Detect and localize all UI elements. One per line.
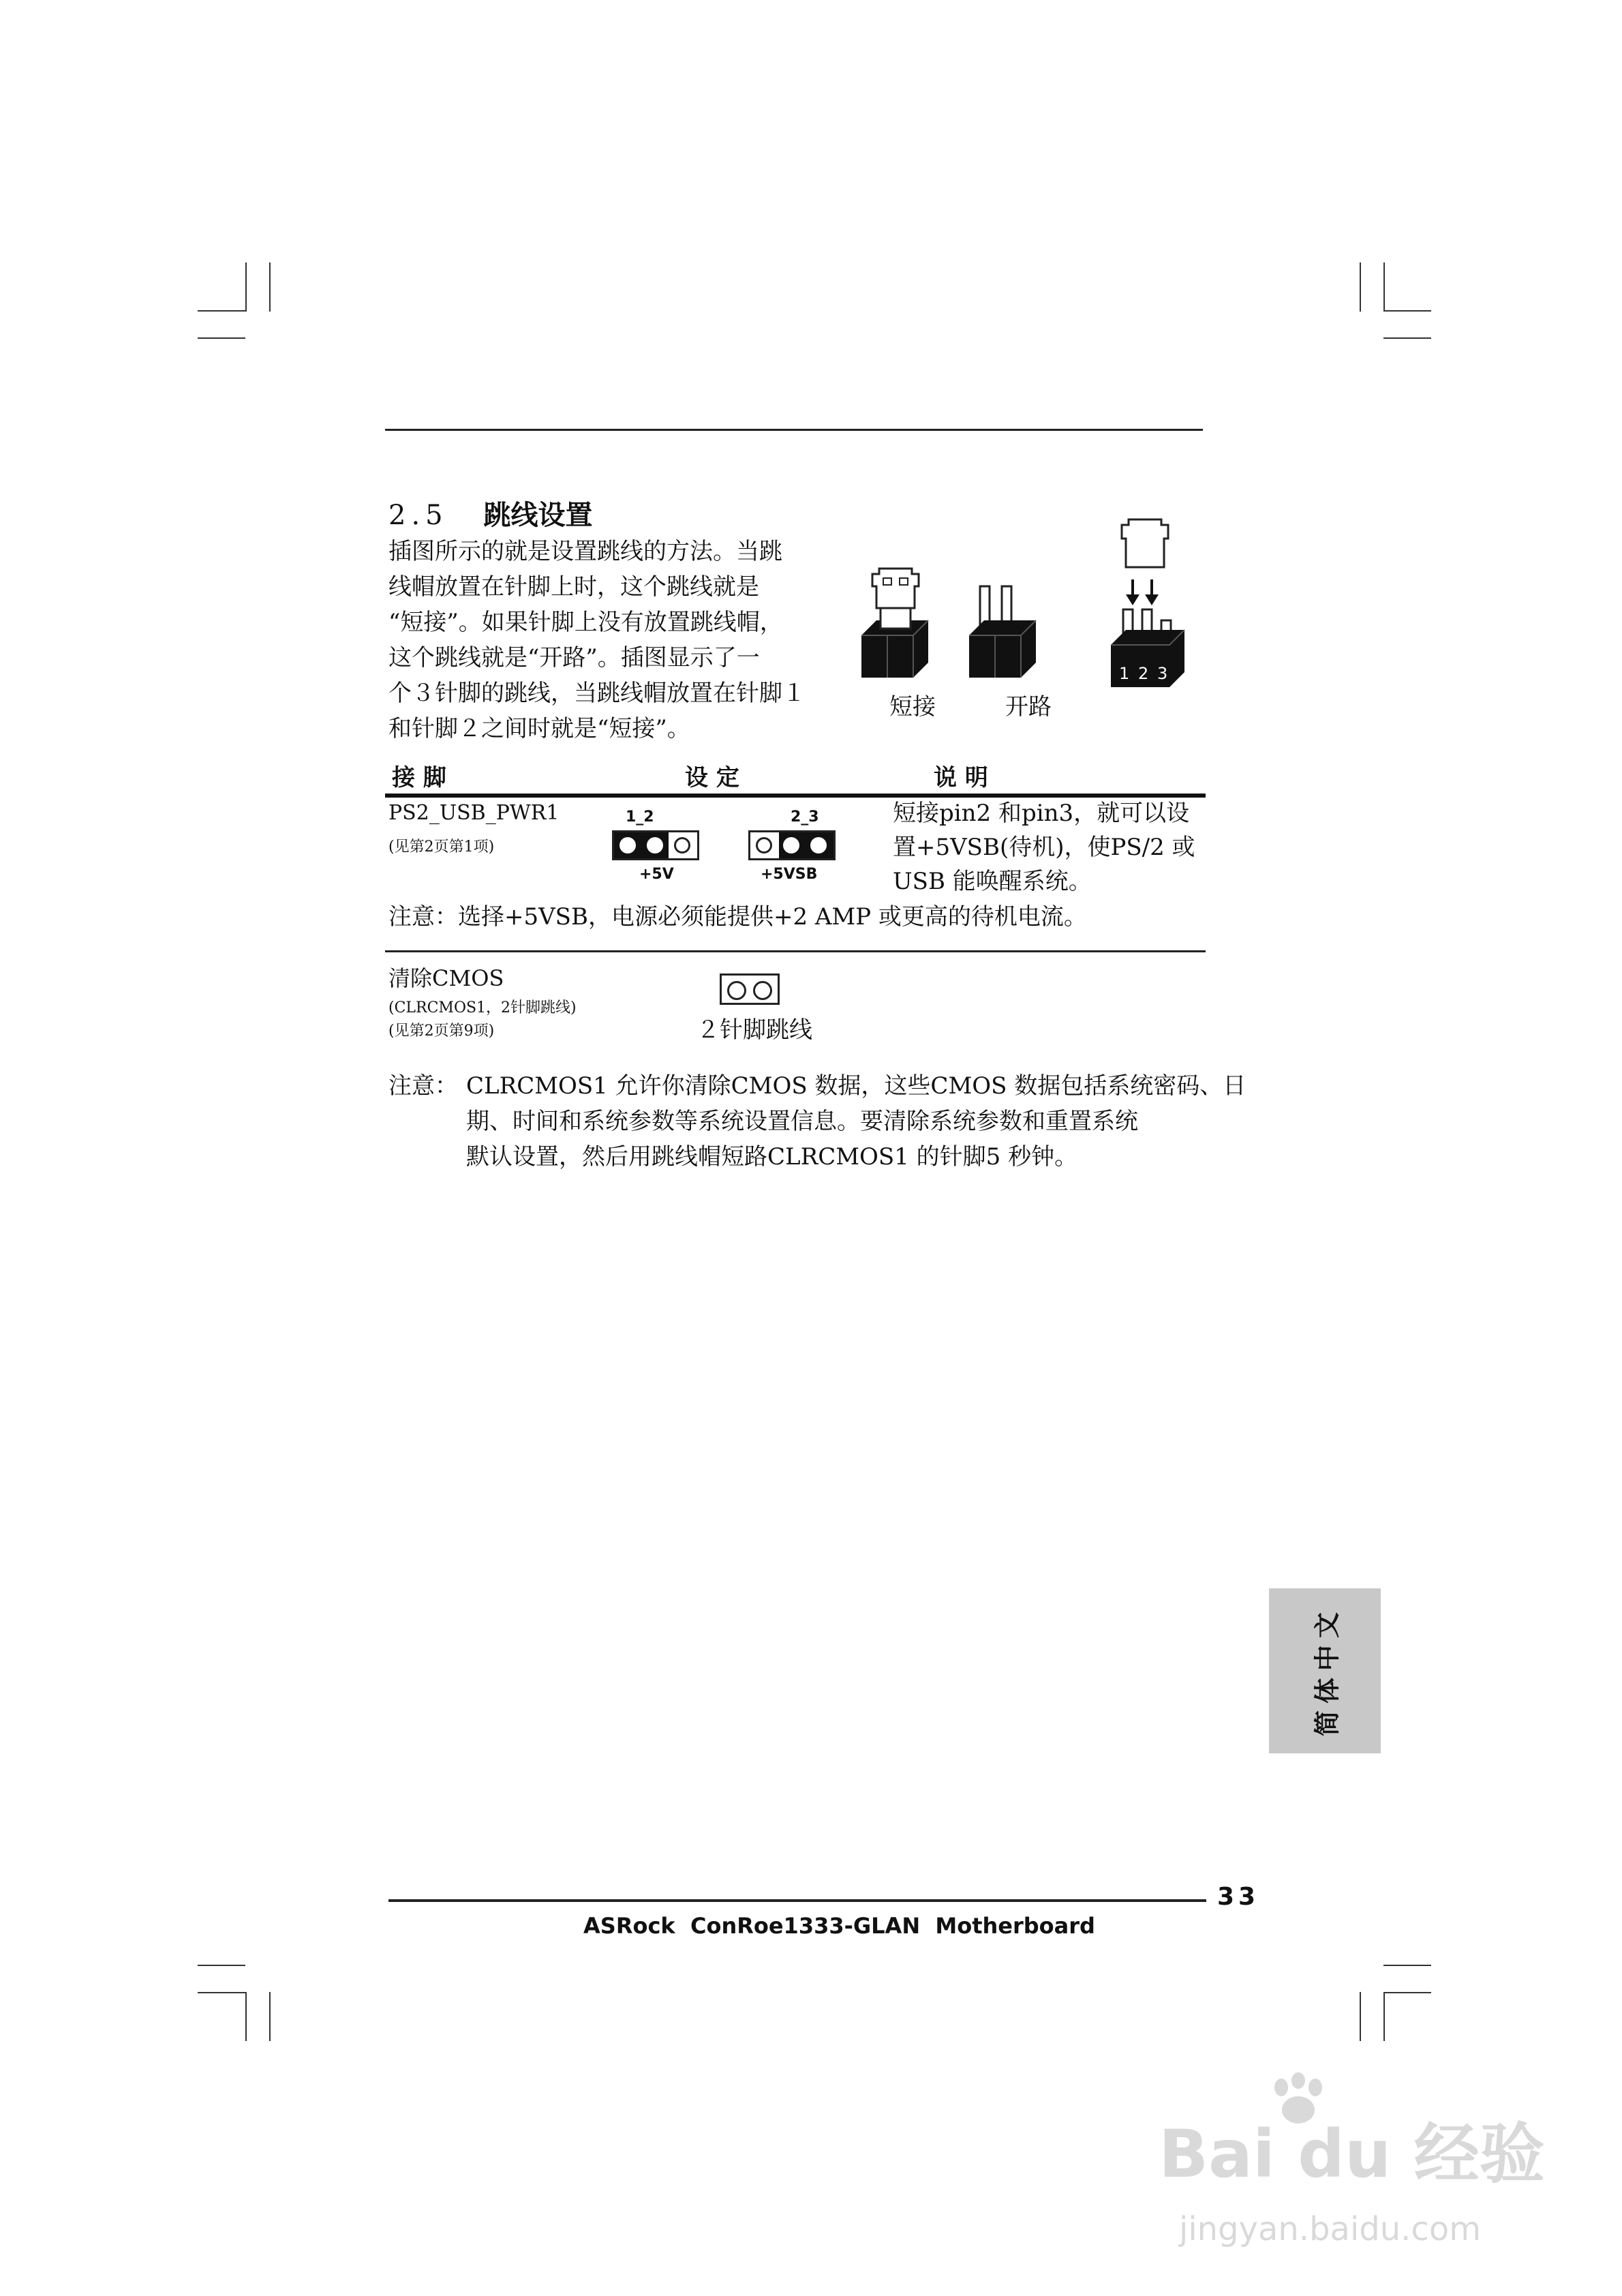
clrcmos-jumper-pins bbox=[720, 973, 780, 1005]
table-header-description: 说 明 bbox=[934, 764, 988, 791]
footer-title: ASRock ConRoe1333-GLAN Motherboard bbox=[583, 1913, 1095, 1939]
open-label: 开路 bbox=[1005, 693, 1052, 721]
note-clrcmos-line: CLRCMOS1 允许你清除CMOS 数据，这些CMOS 数据包括系统密码、日 bbox=[466, 1072, 1246, 1100]
watermark-url: jingyan.baidu.com bbox=[1179, 2210, 1481, 2248]
open-jumper-figure bbox=[969, 586, 1036, 678]
row2-name: 清除CMOS bbox=[388, 965, 504, 991]
pin-number-2: 2 bbox=[1138, 664, 1149, 683]
note-clrcmos-line: 期、时间和系统参数等系统设置信息。要清除系统参数和重置系统 bbox=[466, 1108, 1138, 1135]
row1-name: PS2_USB_PWR1 bbox=[388, 801, 560, 825]
footer-rule bbox=[388, 1899, 1206, 1902]
header-rule bbox=[385, 429, 1203, 431]
note-standby-power: 注意：选择+5VSB，电源必须能提供+2 AMP 或更高的待机电流。 bbox=[388, 903, 1087, 931]
jumper-b-pins bbox=[748, 830, 836, 860]
jumper-b-top-label: 2_3 bbox=[791, 809, 819, 826]
row2-ref: (见第2页第9项) bbox=[388, 1023, 495, 1040]
row1-desc-line: 置+5VSB(待机)，使PS/2 或 bbox=[893, 834, 1195, 861]
intro-line: “短接”。如果针脚上没有放置跳线帽， bbox=[388, 609, 783, 636]
intro-line: 线帽放置在针脚上时，这个跳线就是 bbox=[388, 573, 759, 601]
jumper-a-bottom-label: +5V bbox=[639, 866, 674, 883]
table-header-setting: 设 定 bbox=[685, 764, 739, 791]
section-number: 2.5 bbox=[388, 500, 448, 531]
intro-line: 和针脚２之间时就是“短接”。 bbox=[388, 715, 690, 742]
jumper-b-bottom-label: +5VSB bbox=[761, 866, 818, 883]
clrcmos-label: ２针脚跳线 bbox=[697, 1016, 812, 1044]
intro-line: 这个跳线就是“开路”。插图显示了一 bbox=[388, 644, 760, 671]
intro-line: 个３针脚的跳线，当跳线帽放置在针脚１ bbox=[388, 680, 806, 707]
jumper-a-top-label: 1_2 bbox=[626, 809, 654, 826]
row1-desc-line: 短接pin2 和pin3，就可以设 bbox=[893, 800, 1190, 827]
page-number: 33 bbox=[1217, 1883, 1260, 1911]
pin-number-3: 3 bbox=[1157, 664, 1168, 683]
short-label: 短接 bbox=[889, 693, 936, 721]
section-title: 跳线设置 bbox=[483, 499, 593, 531]
note-clrcmos-label: 注意： bbox=[388, 1072, 458, 1100]
jumper-a-pins bbox=[612, 830, 699, 860]
table-row-divider bbox=[385, 950, 1206, 952]
row1-ref: (见第2页第1项) bbox=[388, 839, 495, 856]
table-header-pins: 接 脚 bbox=[392, 764, 446, 791]
side-tab-label: 简体中文 bbox=[1312, 1605, 1343, 1737]
three-pin-jumper-figure bbox=[1111, 519, 1184, 687]
language-side-tab bbox=[1269, 1588, 1381, 1753]
note-clrcmos-line: 默认设置，然后用跳线帽短路CLRCMOS1 的针脚5 秒钟。 bbox=[466, 1143, 1078, 1170]
pin-number-1: 1 bbox=[1119, 664, 1130, 683]
row2-sub: (CLRCMOS1，2针脚跳线) bbox=[388, 999, 577, 1016]
baidu-watermark bbox=[1159, 2072, 1545, 2277]
row1-desc-line: USB 能唤醒系统。 bbox=[893, 868, 1092, 895]
intro-line: 插图所示的就是设置跳线的方法。当跳 bbox=[388, 538, 782, 565]
watermark-text: Bai du 经验 bbox=[1159, 2116, 1545, 2192]
shorted-jumper-figure bbox=[861, 569, 928, 678]
section-heading bbox=[388, 496, 593, 534]
